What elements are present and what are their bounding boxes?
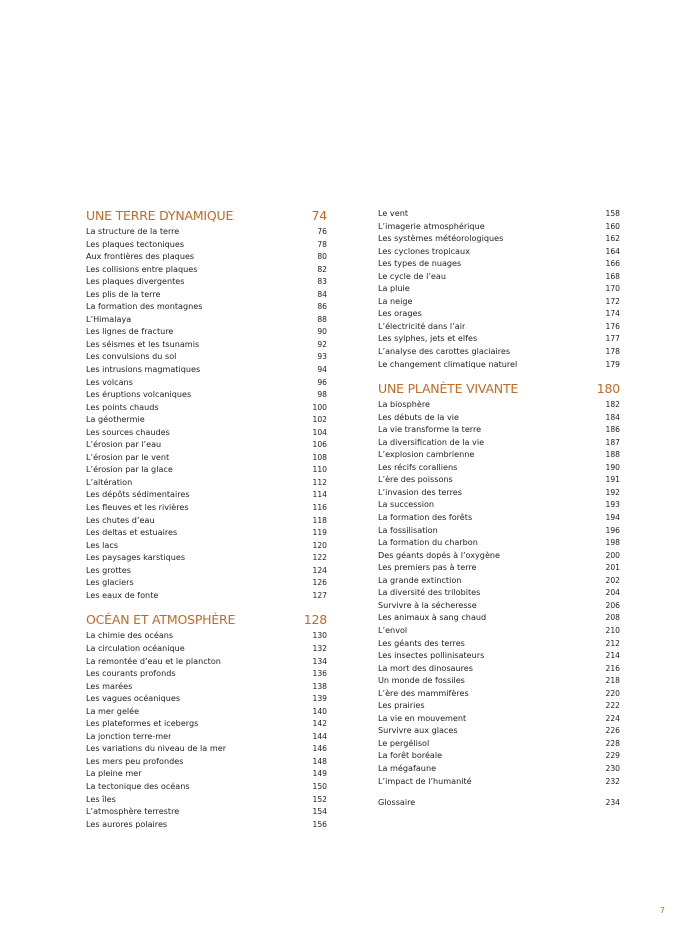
entry-title: Les séismes et les tsunamis [86,338,200,349]
entry-page: 162 [605,234,620,244]
entry-page: 88 [317,314,327,324]
entry-page: 146 [312,744,327,754]
toc-entry[interactable] [378,473,620,486]
entry-title: Le changement climatique naturel [378,358,518,369]
entry-page: 176 [605,321,620,331]
entry-title: Les premiers pas à terre [378,562,477,573]
toc-entry[interactable] [86,238,327,251]
entry-page: 78 [317,239,327,249]
entry-title: Des géants dopés à l’oxygène [378,549,501,560]
entry-title: Les orages [378,308,422,319]
toc-entry[interactable] [86,717,327,730]
entry-page: 190 [605,462,620,472]
entry-page: 192 [605,487,620,497]
entry-title: Glossaire [378,797,416,808]
toc-entry[interactable] [86,250,327,263]
entry-title: Les cyclones tropicaux [378,245,470,256]
section-title: UNE TERRE DYNAMIQUE [86,208,234,223]
toc-entry[interactable] [378,295,620,308]
toc-entry[interactable] [378,674,620,687]
entry-title: L’érosion par la glace [86,464,173,475]
section-heading[interactable] [86,207,327,225]
toc-entry[interactable] [378,687,620,700]
entry-title: Les éruptions volcaniques [86,389,192,400]
toc-entry[interactable] [86,300,327,313]
entry-title: Les convulsions du sol [86,351,177,362]
entry-title: Les courants profonds [86,668,176,679]
entry-title: Les lignes de fracture [86,326,174,337]
section-heading[interactable] [378,380,620,398]
toc-entry[interactable] [378,220,620,233]
entry-title: Les grottes [86,564,131,575]
entry-title: Les points chauds [86,401,159,412]
entry-page: 152 [312,794,327,804]
toc-entry[interactable] [378,712,620,725]
section-page: 180 [596,381,620,397]
entry-page: 216 [605,663,620,673]
entry-title: Les variations du niveau de la mer [86,743,227,754]
entry-page: 118 [312,515,327,525]
entry-title: La neige [378,295,413,306]
entry-title: L’atmosphère terrestre [86,806,180,817]
entry-page: 187 [605,437,620,447]
entry-title: La remontée d’eau et le plancton [86,655,221,666]
toc-entry-glossary[interactable] [378,796,620,809]
entry-page: 218 [605,676,620,686]
entry-page: 204 [605,588,620,598]
section-gap [378,370,620,380]
toc-entry[interactable] [378,461,620,474]
toc-entry[interactable] [378,536,620,549]
entry-title: Survivre aux glaces [378,725,458,736]
entry-title: Les plis de la terre [86,288,161,299]
toc-entry[interactable] [378,749,620,762]
entry-title: Les lacs [86,539,119,550]
entry-page: 160 [605,221,620,231]
toc-entry[interactable] [86,263,327,276]
entry-title: Les intrusions magmatiques [86,364,201,375]
entry-page: 206 [605,600,620,610]
entry-title: La forêt boréale [378,750,443,761]
entry-title: La pleine mer [86,768,142,779]
toc-entry[interactable] [86,338,327,351]
entry-title: La chimie des océans [86,630,174,641]
entry-page: 166 [605,259,620,269]
toc-entry[interactable] [378,649,620,662]
toc-entry[interactable] [378,724,620,737]
toc-entry[interactable] [86,655,327,668]
entry-title: Les aurores polaires [86,818,168,829]
entry-page: 193 [605,500,620,510]
entry-title: Aux frontières des plaques [86,251,195,262]
entry-title: L’érosion par l’eau [86,439,162,450]
entry-title: Les types de nuages [378,258,462,269]
toc-entry[interactable] [86,742,327,755]
entry-page: 92 [317,339,327,349]
entry-title: La diversification de la vie [378,436,485,447]
toc-entry[interactable] [86,288,327,301]
entry-page: 140 [312,706,327,716]
entry-title: L’envol [378,624,408,635]
entry-title: Les fleuves et les rivières [86,502,189,513]
entry-page: 138 [312,681,327,691]
entry-page: 230 [605,763,620,773]
entry-title: Les dépôts sédimentaires [86,489,190,500]
entry-page: 86 [317,302,327,312]
entry-title: L’ère des poissons [378,474,453,485]
entry-page: 177 [605,334,620,344]
entry-page: 191 [605,475,620,485]
entry-title: La formation des forêts [378,512,473,523]
toc-entry[interactable] [86,413,327,426]
entry-page: 80 [317,252,327,262]
entry-page: 229 [605,751,620,761]
toc-entry[interactable] [86,363,327,376]
toc-entry[interactable] [378,358,620,371]
toc-entry[interactable] [86,680,327,693]
entry-page: 226 [605,726,620,736]
entry-title: Les systèmes météorologiques [378,233,504,244]
section-title: UNE PLANÈTE VIVANTE [378,381,519,397]
toc-entry[interactable] [86,667,327,680]
entry-page: 224 [605,713,620,723]
toc-entry[interactable] [378,699,620,712]
entry-title: Le vent [378,208,408,218]
entry-title: Les glaciers [86,577,134,588]
toc-entry[interactable] [86,463,327,476]
entry-page: 110 [312,465,327,475]
toc-entry[interactable] [86,589,327,602]
entry-page: 182 [605,400,620,410]
entry-page: 186 [605,425,620,435]
page-number: 7 [660,906,665,915]
toc-entry[interactable] [86,514,327,527]
entry-title: Les plaques divergentes [86,276,185,287]
entry-title: Les eaux de fonte [86,589,159,600]
entry-title: La mort des dinosaures [378,662,473,673]
toc-entry[interactable] [378,574,620,587]
entry-title: Les géants des terres [378,637,465,648]
entry-title: Les deltas et estuaires [86,527,178,538]
entry-page: 208 [605,613,620,623]
entry-page: 119 [312,528,327,538]
entry-title: Un monde de fossiles [378,675,465,686]
toc-entry[interactable] [378,398,620,411]
entry-page: 90 [317,327,327,337]
entry-title: La circulation océanique [86,642,185,653]
entry-title: Les volcans [86,376,133,387]
entry-title: Les îles [86,793,116,804]
entry-title: La mégafaune [378,762,437,773]
entry-page: 134 [312,656,327,666]
entry-title: Les sources chaudes [86,426,170,437]
toc-entry[interactable] [86,313,327,326]
toc-entry[interactable] [86,376,327,389]
entry-title: Les prairies [378,700,425,711]
entry-page: 126 [312,578,327,588]
section-title: OCÉAN ET ATMOSPHÈRE [86,612,236,628]
section-heading[interactable] [86,611,327,629]
section-page: 74 [311,208,327,223]
toc-entry[interactable] [86,225,327,238]
toc-entry[interactable] [378,257,620,270]
entry-page: 122 [312,553,327,563]
toc-entry[interactable] [86,642,327,655]
entry-title: L’Himalaya [86,313,132,324]
entry-title: La mer gelée [86,705,140,716]
entry-title: Le cycle de l’eau [378,270,446,281]
entry-page: 170 [605,284,620,294]
entry-page: 148 [312,756,327,766]
toc-entry[interactable] [378,586,620,599]
toc-right-column [378,207,620,809]
entry-title: La formation du charbon [378,537,478,548]
entry-title: L’altération [86,476,133,487]
entry-title: Les marées [86,680,133,691]
toc-entry[interactable] [86,730,327,743]
entry-title: Survivre à la sécheresse [378,599,477,610]
entry-page: 184 [605,412,620,422]
toc-entry[interactable] [378,448,620,461]
toc-entry[interactable] [86,350,327,363]
entry-page: 210 [605,625,620,635]
toc-entry[interactable] [86,705,327,718]
toc-entry[interactable] [378,775,620,788]
entry-page: 196 [605,525,620,535]
entry-page: 220 [605,688,620,698]
entry-page: 100 [312,402,327,412]
toc-entry[interactable] [86,476,327,489]
entry-page: 174 [605,309,620,319]
toc-entry[interactable] [378,599,620,612]
entry-title: Les sylphes, jets et elfes [378,333,478,344]
toc-entry[interactable] [86,451,327,464]
entry-page: 200 [605,550,620,560]
entry-title: Les paysages karstiques [86,552,186,563]
section-gap [86,601,327,611]
entry-title: Les collisions entre plaques [86,263,198,274]
toc-entry[interactable] [86,780,327,793]
glossary-gap [378,787,620,796]
toc-entry[interactable] [86,805,327,818]
entry-title: La géothermie [86,414,145,425]
toc-entry[interactable] [86,755,327,768]
entry-title: L’impact de l’humanité [378,775,472,786]
entry-page: 201 [605,563,620,573]
entry-page: 150 [312,781,327,791]
entry-page: 188 [605,450,620,460]
toc-entry[interactable] [378,561,620,574]
entry-page: 120 [312,540,327,550]
entry-page: 228 [605,738,620,748]
right-continued-entries [378,207,620,370]
toc-entry[interactable] [86,401,327,414]
entry-title: Les mers peu profondes [86,755,184,766]
toc-entry[interactable] [378,307,620,320]
entry-title: Les vagues océaniques [86,693,181,704]
toc-entry[interactable] [378,662,620,675]
entry-page: 116 [312,503,327,513]
entry-page: 194 [605,513,620,523]
entry-page: 127 [312,590,327,600]
entry-page: 149 [312,769,327,779]
entry-page: 76 [317,227,327,236]
toc-entry[interactable] [378,511,620,524]
entry-page: 130 [312,631,327,641]
toc-entry[interactable] [378,245,620,258]
entry-title: L’analyse des carottes glaciaires [378,346,511,357]
entry-title: L’électricité dans l’air [378,320,466,331]
toc-entry[interactable] [86,526,327,539]
entry-title: L’imagerie atmosphérique [378,220,485,231]
toc-entry[interactable] [86,551,327,564]
entry-page: 114 [312,490,327,500]
toc-entry[interactable] [86,818,327,831]
entry-title: La structure de la terre [86,226,180,236]
entry-page: 94 [317,365,327,375]
entry-page: 93 [317,352,327,362]
entry-title: L’explosion cambrienne [378,449,475,460]
toc-entry[interactable] [86,438,327,451]
toc-entry[interactable] [86,692,327,705]
entry-title: La tectonique des océans [86,780,190,791]
section-page: 128 [303,612,327,628]
toc-entry[interactable] [86,325,327,338]
entry-title: Les récifs coralliens [378,461,458,472]
entry-title: La fossilisation [378,524,438,535]
entry-page: 98 [317,390,327,400]
toc-entry[interactable] [378,320,620,333]
entry-page: 132 [312,643,327,653]
toc-entry[interactable] [86,793,327,806]
entry-page: 112 [312,477,327,487]
entry-page: 212 [605,638,620,648]
entry-title: La vie en mouvement [378,712,467,723]
entry-page: 232 [605,776,620,786]
toc-entry[interactable] [86,275,327,288]
left-sections [86,207,327,830]
toc-entry[interactable] [86,767,327,780]
toc-entry[interactable] [378,436,620,449]
toc-entry[interactable] [378,332,620,345]
entry-title: Le pergélisol [378,737,430,748]
entry-title: La pluie [378,283,410,294]
entry-page: 178 [605,347,620,357]
toc-entry[interactable] [378,637,620,650]
toc-entry[interactable] [86,629,327,642]
toc-entry[interactable] [378,232,620,245]
entry-page: 164 [605,246,620,256]
right-section-entries [378,398,620,787]
entry-page: 198 [605,538,620,548]
toc-entry[interactable] [378,762,620,775]
entry-title: Les plateformes et icebergs [86,718,199,729]
entry-title: Les animaux à sang chaud [378,612,487,623]
entry-title: La biosphère [378,399,430,410]
entry-page: 172 [605,296,620,306]
entry-title: La vie transforme la terre [378,424,482,435]
entry-title: La diversité des trilobites [378,587,481,598]
entry-page: 158 [605,209,620,218]
entry-page: 202 [605,575,620,585]
entry-page: 168 [605,271,620,281]
toc-entry[interactable] [86,488,327,501]
entry-page: 154 [312,807,327,817]
entry-title: Les chutes d’eau [86,514,155,525]
toc-entry[interactable] [86,576,327,589]
toc-entry[interactable] [86,388,327,401]
toc-entry[interactable] [378,411,620,424]
toc-entry[interactable] [378,270,620,283]
toc-left-column [86,207,327,830]
toc-entry[interactable] [378,207,620,220]
toc-entry[interactable] [378,345,620,358]
entry-title: La grande extinction [378,574,462,585]
entry-title: L’ère des mammifères [378,687,469,698]
entry-page: 139 [312,694,327,704]
entry-page: 84 [317,289,327,299]
toc-entry[interactable] [378,282,620,295]
entry-page: 214 [605,651,620,661]
entry-page: 102 [312,415,327,425]
entry-page: 108 [312,452,327,462]
entry-page: 234 [605,798,620,808]
entry-page: 124 [312,565,327,575]
entry-title: La jonction terre-mer [86,730,172,741]
toc-entry[interactable] [86,501,327,514]
entry-title: L’érosion par le vent [86,451,170,462]
toc-entry[interactable] [378,423,620,436]
entry-page: 156 [312,819,327,829]
entry-title: La succession [378,499,435,510]
entry-page: 179 [605,359,620,369]
entry-title: Les insectes pollinisateurs [378,650,485,661]
toc-entry[interactable] [378,624,620,637]
toc-entry[interactable] [378,549,620,562]
entry-page: 222 [605,701,620,711]
entry-page: 144 [312,731,327,741]
entry-page: 136 [312,669,327,679]
entry-page: 142 [312,719,327,729]
toc-entry[interactable] [86,539,327,552]
entry-page: 96 [317,377,327,387]
entry-page: 82 [317,264,327,274]
toc-entry[interactable] [378,486,620,499]
entry-title: L’invasion des terres [378,486,462,497]
entry-title: Les débuts de la vie [378,411,459,422]
entry-page: 104 [312,427,327,437]
toc-entry[interactable] [378,498,620,511]
toc-entry[interactable] [378,737,620,750]
entry-title: Les plaques tectoniques [86,238,185,249]
entry-page: 83 [317,277,327,287]
entry-page: 106 [312,440,327,450]
toc-entry[interactable] [378,524,620,537]
toc-entry[interactable] [378,611,620,624]
toc-entry[interactable] [86,426,327,439]
entry-title: La formation des montagnes [86,301,203,312]
toc-entry[interactable] [86,564,327,577]
